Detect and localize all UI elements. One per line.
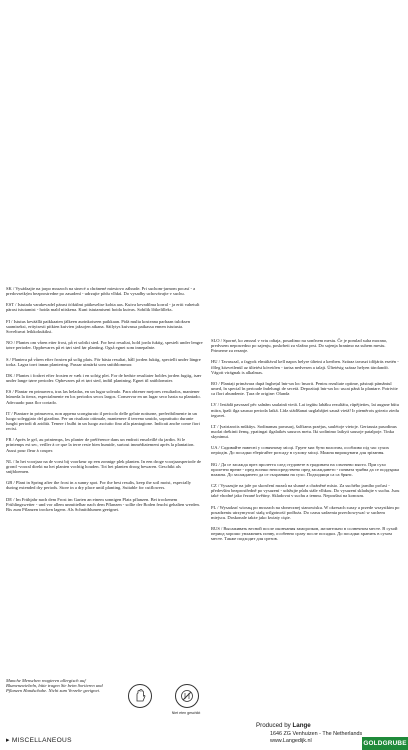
instruction-rus: RUS / Высаживать весной после окончания заморозков, желательно в солнечном месте. В сухой период хорошо увлажнять почву, особенно сразу после посадки. До посадки хранить в сухом месте. Также подходит для срезов. bbox=[211, 526, 398, 542]
instruction-lt: LT / Įvairiaroiis mūkūys. Sodinamas pavasarį, šalčiams praėjus, saulėtoje vietoje. Geriausia pasodinus nuolat drėkinti žemę, ypatingai ilgalaikės sausros metu. Iki sodinimo laikyti sausoje patalpoje. Tinka skynimui. bbox=[211, 423, 397, 440]
instruction-fr: FR / Après le gel, au printemps, les planter de préférence dans un endroit ensoleillé du jardin. Si le printemps est sec, veiller à ce que la terre reste bien humide, surtout immédiatement après la plantation. Aussi pour fleur à couper. bbox=[6, 437, 195, 453]
allergy-footnote: Manche Menschen reagieren allergisch auf Blumenzwiebeln, bitte tragen Sie beim Sortieren und Pflanzen Handschuhe. Nicht zum Verzehr geeignet. bbox=[6, 678, 103, 694]
instruction-fi: FI / Istutus keväällä paikkaaten jälkeen aurinkoiseen paikkaan. Pidä multa kosteana parhaan tuloksen saamiseksi, erityisesti pitkien kuivien jaksojen aikana. Säilytys kuivassa paikassa ennen istutusta. Soveltuvat leikkokukiksi. bbox=[6, 318, 190, 334]
instruction-es: ES / Plantar en primavera, tras las heladas, en un lugar soleado. Para obtener mejores resultados, mantener húmeda la tierra, especialmente en los periodos secos largos. Conservar en un lugar seco hasta su plantado. Adecuado para flor cortado. bbox=[6, 389, 201, 405]
produced-prefix: Produced by bbox=[256, 722, 291, 729]
instruction-est: EST / Istutada varakevadel pärast öökülmi päikeselise kohta aas. Kuiva kevadilma korral - ja eriti vahetult pärast istutamist - hoida mald niiskena. Kuni istutamiseni hoida kuivas. Sobilik lõikelilleks. bbox=[6, 302, 200, 313]
misc-label-text: MISCELLANEOUS bbox=[11, 737, 72, 744]
instruction-de: DE / Im Frühjahr nach dem Frost im Garten an einem sonnigen Platz pflanzen. Bei trockenem Frühlingswetter - und vor allem unmittelbar nach dem Pflanzen - sollte der Boden feucht gehalten werden. Bis zum Pflanzen trocken lagern. Als Schnittblumen geeignet. bbox=[6, 496, 200, 512]
instruction-ua: UA / Садивайте навесні у сонячному місці. Грунт має бути вологим, особливо під час сухих періодів. До посадки зберігайте розсаду в сухому місці. Можна вирощувати для зрізання. bbox=[211, 445, 389, 456]
producer-line bbox=[256, 722, 311, 729]
instruction-pl: PL / Wysadzać wiosną po mrozach na słonecznej stanowisku. W okresach suszy a przede wszystkim po posadzeniu utrzymywać stałą wilgotność podłoża. Do czasu sadzenia przechowywać w suchem miejscu. Doskonale także jako kwiaty cięte. bbox=[211, 504, 400, 520]
not-edible-caption: Niet eten geschikt bbox=[171, 711, 201, 715]
instruction-slo: SLO / Sporné, ko zmrzal v vrtu odtaja, posadimo na sončnem mestu. Če je pomlad suha morano, predvsem neposredno po sajenju, poskrbeti za vlažno prst. Do sajenja hranimo na suhem mestu. Primerne za rezanje. bbox=[211, 338, 388, 354]
instruction-s: S / Plantera på våren efter frosten på solig plats. För bästa resultat, håll jorden fuktig, speciellt under längre torka. Lagra torrt innan plantering. Passar utmärkt som snittblommor. bbox=[6, 356, 201, 367]
instruction-bg: BG / Да се засажда през пролетта след студовете в градината на слънчево място. При сухо пролетно време - пред всичко непосредствено пред засаждането - почвата трябва да се поддържа влажна. До засаждането да се съхранява на сухо. Подходящи са са брянс. bbox=[211, 461, 399, 477]
instructions-right-column bbox=[211, 338, 401, 548]
instruction-no: NO / Plantes om våren etter frost, på et solrikt sted. For best resultat, hold jorda fuktig, spesielt under lengre tørre perioder. Oppbevares på et tørt sted før planting. Også egnet som innepalnte. bbox=[6, 340, 203, 351]
producer-name: Lange bbox=[292, 722, 311, 729]
instruction-hu: HU / Tavasszal, a fagyok elmúltával kell napos helyre ültetni a kertben. Száraz tavaszi időjárás esetén - főleg közvetlenül az ültetést követően - tartsa nedvesen a talajt. Ültetésig száraz helyen tárolandó. Vágott virágnak is alkalmas. bbox=[211, 359, 399, 375]
producer-address bbox=[270, 731, 362, 744]
address-line-2: www.Langedijk.nl bbox=[270, 737, 312, 744]
instruction-dk: DK / Plantes i foråret efter frosten er væk i en solrig plet. For de bedste resultater holdes jorden fugtig, især under lange tørre perioder. Opbevares på et tørt sted, indtil plantning. Egnet til snitblomster. bbox=[6, 372, 202, 384]
address-line-1: 1646 ZG Venhuizen - The Netherlands bbox=[270, 731, 363, 737]
instruction-it: IT / Piantare in primavera, non appena scongiurato il pericolo delle gelate notturne, preferibilmente in un luogo soleggiato del giardino. Per un risultato ottimale, mantenere il terreno umido, soprattutto durante lunghi periodi di aridità. Tenere i bulbi in un luogo asciutto fino alla piantagione. Indicati anche come fiori recisi. bbox=[6, 410, 200, 432]
instruction-sk: SK / Vysádzajte na jarpo mrazoch na sinecé a chránené miestovo záhrade. Pri suchom-jarnom pocasí - a predovsetkým bezprostredne po zasadení - udrzujte pôdu vlhkú. Do vysadby uchovávajte v suchu. bbox=[6, 286, 196, 297]
not-edible-icon bbox=[175, 684, 199, 708]
instruction-cz: CZ / Vysazujte na jaře po skončení mrazů na slunné a chráněné místo. Za suchého jarního počasí - především bezprostředně po vysazení - udržujte půdu stále vlhkou. Do vysazení skladujte v suchu. Jsou také vhodné jako řezané květiny. Skladovat v suchu a temnu. Nepouštut na koncum. bbox=[211, 483, 400, 499]
instruction-gb: GB / Plant in Spring after the frost in a sunny spot. For the best results, keep the soil moist, especially during extended dry periods. Store in a dry place until planting. Suitable for cutflowers. bbox=[6, 480, 192, 491]
instruction-lv: LV / Iestādā pavasarī pēc salnām saulainā vietā. Lai iegūtu labāku rezultātu, rūpējieties, lai augsne būtu mitra, īpaši ilga sausuo perioda laikā. Līdz stādīšanai uzglabājiet sausā vietā! Ir piemērots griezto ziedu ieguvei. bbox=[211, 402, 399, 418]
instructions-left-column bbox=[6, 286, 203, 518]
instruction-ro: RO / Plantați primăvara după înghețul într-un loc însorit. Pentru rezultate optime, păstrați pământul umed, în special în perioade îndelungi de secetă. Depozitați într-un loc uscat până la plantare. Potrivite ca flori abundente. Țara de origine: Olanda bbox=[211, 380, 398, 397]
instruction-nl: NL / In het voorjaar na de vorst bij voorkeur op een zonnige plek planten. In een droge voorjaarsperiode de grond -vooral direkt na het planten vochtig houden. Tot het planten droog bewaren. Geschikt als snijbloemen. bbox=[6, 458, 202, 475]
misc-label bbox=[6, 736, 72, 744]
glove-warning-icon bbox=[128, 684, 152, 708]
bullet-icon: ▸ bbox=[6, 737, 10, 744]
brand-logo: GOLDGRUBE bbox=[362, 737, 408, 750]
